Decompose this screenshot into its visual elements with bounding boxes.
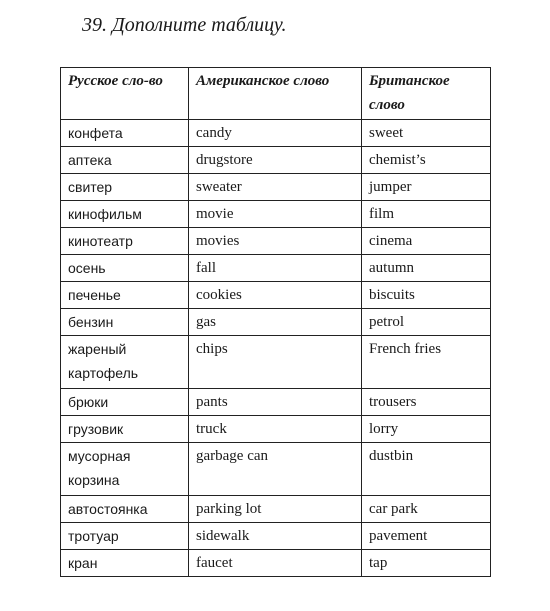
cell-british: petrol [362,309,491,336]
cell-russian: кран [61,550,189,577]
table-row [61,255,491,282]
cell-russian: тротуар [61,523,189,550]
table-row [61,201,491,228]
table-row [61,147,491,174]
cell-american: gas [189,309,362,336]
header-american: Американское слово [189,68,362,120]
cell-russian: жареный картофель [61,336,189,389]
exercise-title: 39. Дополните таблицу. [82,14,287,36]
cell-russian: свитер [61,174,189,201]
cell-russian: конфета [61,120,189,147]
table-row [61,120,491,147]
cell-russian: брюки [61,389,189,416]
header-british: Британское слово [362,68,491,120]
cell-british: cinema [362,228,491,255]
table-row [61,389,491,416]
cell-british: chemist’s [362,147,491,174]
table-row [61,550,491,577]
cell-british: biscuits [362,282,491,309]
cell-russian: бензин [61,309,189,336]
cell-british: French fries [362,336,491,389]
cell-american: truck [189,416,362,443]
cell-russian: кинофильм [61,201,189,228]
table-row [61,228,491,255]
cell-british: trousers [362,389,491,416]
cell-american: sidewalk [189,523,362,550]
cell-british: sweet [362,120,491,147]
cell-british: tap [362,550,491,577]
cell-american: candy [189,120,362,147]
cell-american: drugstore [189,147,362,174]
cell-british: car park [362,496,491,523]
cell-russian: печенье [61,282,189,309]
cell-american: fall [189,255,362,282]
cell-russian: осень [61,255,189,282]
cell-american: parking lot [189,496,362,523]
cell-american: cookies [189,282,362,309]
header-russian: Русское сло-во [61,68,189,120]
cell-american: movie [189,201,362,228]
table-row [61,336,491,389]
cell-british: autumn [362,255,491,282]
table-row [61,282,491,309]
cell-british: dustbin [362,443,491,496]
table-row [61,443,491,496]
vocabulary-table [60,67,491,577]
cell-russian: автостоянка [61,496,189,523]
cell-british: jumper [362,174,491,201]
cell-american: pants [189,389,362,416]
cell-american: faucet [189,550,362,577]
cell-russian: мусорная корзина [61,443,189,496]
table-row [61,309,491,336]
cell-american: sweater [189,174,362,201]
cell-british: pavement [362,523,491,550]
cell-american: chips [189,336,362,389]
table-row [61,174,491,201]
table-row [61,496,491,523]
cell-russian: кинотеатр [61,228,189,255]
cell-british: lorry [362,416,491,443]
cell-american: movies [189,228,362,255]
cell-russian: аптека [61,147,189,174]
table-header-row [61,68,491,120]
cell-russian: грузовик [61,416,189,443]
table-row [61,416,491,443]
table-row [61,523,491,550]
cell-british: film [362,201,491,228]
cell-american: garbage can [189,443,362,496]
